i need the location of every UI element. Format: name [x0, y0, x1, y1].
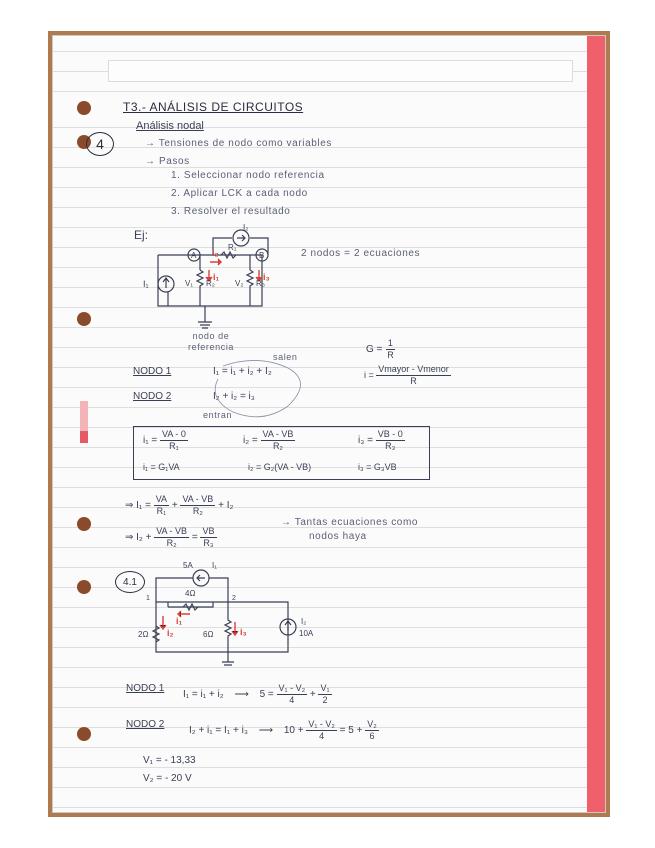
equation-b: ⇒ I₂ + $\frac{VA - VB}{\text{R₂}}$ = $\frac{VB}{\text{R₃}}$ — [125, 526, 215, 548]
equations-note: → Tantas ecuaciones como nodos haya — [281, 517, 419, 542]
i1-conductance: i₁ = G₁VA — [143, 462, 180, 472]
salen-label: salen — [273, 352, 298, 362]
i3-conductance: i₃ = G₃VB — [358, 462, 397, 472]
step-1: 1. Seleccionar nodo referencia — [171, 170, 325, 181]
header-box — [108, 60, 573, 82]
page-title: T3.- ANÁLISIS DE CIRCUITOS — [123, 100, 304, 114]
nodes-equations-note: 2 nodos = 2 ecuaciones — [301, 248, 421, 259]
nodo1b-equation: I₁ = i₁ + i₂ ⟶ 5 = $\frac{\text{V₁ - V₂}}{4}$ + $\frac{\text{V₁}}{2}$ — [183, 683, 330, 705]
i1-arrow-label: i₁ — [176, 616, 183, 626]
result-v2: V₂ = - 20 V — [143, 773, 192, 784]
entran-label: entran — [203, 410, 233, 420]
notebook-page — [52, 35, 606, 813]
source-top-name: I₁ — [212, 561, 217, 570]
node-a-label: A — [191, 251, 197, 260]
result-v1: V₁ = - 13,33 — [143, 755, 196, 766]
page-tab-mark — [80, 401, 88, 443]
binder-hole — [77, 101, 91, 115]
nodo1b-label: NODO 1 — [126, 683, 165, 694]
section-title: Análisis nodal — [136, 120, 204, 132]
nodo2-label: NODO 2 — [133, 391, 172, 402]
i3-label: i₃ — [263, 272, 270, 282]
source-right-name: I₂ — [301, 617, 307, 626]
i3-arrow-label: i₃ — [240, 627, 247, 637]
section-number: 4 — [86, 132, 114, 156]
i1-label: i₁ — [213, 272, 220, 282]
r1-label: R₁ — [228, 243, 237, 252]
source-top-value: 5A — [183, 561, 193, 570]
i-formula: i = $\frac{\text{Vmayor - Vmenor}}{R}$ — [364, 364, 449, 386]
src1-label: I₁ — [143, 279, 149, 289]
nodo1-label: NODO 1 — [133, 366, 172, 377]
i2-label: i₂ — [212, 248, 219, 258]
v1-label: V₁ — [185, 279, 194, 288]
node-b-label: B — [259, 251, 265, 260]
step-3: 3. Resolver el resultado — [171, 206, 291, 217]
grouping-circle — [203, 354, 323, 424]
example-label: Ej: — [134, 228, 149, 242]
v2-label: V₂ — [235, 279, 244, 288]
circuit-diagram-1 — [128, 214, 328, 344]
step-2: 2. Aplicar LCK a cada nodo — [171, 188, 308, 199]
i2-conductance: i₂ = G₂(VA - VB) — [248, 462, 312, 472]
i3-fraction: i₃ = $\frac{VB - 0}{\text{R₃}}$ — [358, 429, 403, 451]
i2-arrow-label: i₂ — [167, 628, 174, 638]
example2-number: 4.1 — [115, 571, 145, 593]
nodo2b-equation: I₂ + i₁ = I₁ + i₃ ⟶ 10 + $\frac{\text{V₁ - V₂}}{4}$ = 5 + $\frac{\text{V₂}}{6}$ — [189, 719, 377, 741]
src2-label: I₂ — [243, 223, 249, 232]
r3-label: R₃ — [256, 279, 266, 288]
r-top-label: 4Ω — [185, 589, 196, 598]
source-right-value: 10A — [299, 629, 314, 638]
node2-label: 2 — [232, 595, 236, 602]
r-left-label: 2Ω — [138, 630, 149, 639]
nodo1-equation: I₁ = i₁ + i₂ + I₂ — [213, 366, 272, 377]
circuit-diagram-2 — [138, 558, 338, 668]
intro-line: → Tensiones de nodo como variables — [145, 138, 332, 149]
red-margin-strip — [587, 36, 605, 812]
binder-hole — [77, 580, 91, 594]
r-mid-label: 6Ω — [203, 630, 214, 639]
binder-hole — [77, 727, 91, 741]
g-formula: G = $\frac{1}{R}$ — [366, 338, 394, 360]
r2-label: R₂ — [206, 279, 215, 288]
equation-a: ⇒ I₁ = $\frac{VA}{\text{R₁}}$ + $\frac{VA - VB}{\text{R₂}}$ + I₂ — [125, 494, 234, 516]
i1-fraction: i₁ = $\frac{VA - 0}{\text{R₁}}$ — [143, 429, 186, 451]
i2-fraction: i₂ = $\frac{VA - VB}{\text{R₂}}$ — [243, 429, 294, 451]
node1-label: 1 — [146, 595, 150, 602]
nodo2-equation: I₂ + i₂ = i₃ — [213, 391, 255, 402]
ref-node-label: nodo de referencia — [188, 331, 235, 352]
pasos-label: → Pasos — [145, 156, 190, 167]
binder-hole — [77, 517, 91, 531]
binder-hole — [77, 312, 91, 326]
nodo2b-label: NODO 2 — [126, 719, 165, 730]
